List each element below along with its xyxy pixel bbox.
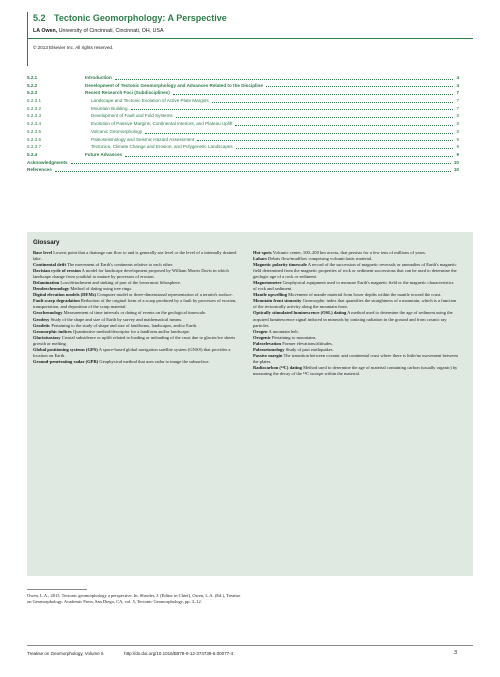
toc-entry-page: 9 (456, 144, 459, 150)
glossary-term: Global positioning systems (GPS) (33, 346, 98, 352)
glossary-entry (33, 335, 238, 347)
toc-entry-number: 5.2.3.5 (27, 128, 42, 134)
copyright-notice: © 2013 Elsevier Inc. All rights reserved. (33, 45, 114, 50)
glossary-term: Hot-spots (253, 250, 272, 255)
toc-entry-page: 8 (456, 113, 459, 119)
glossary-term: Davisian cycle of erosion (33, 268, 81, 274)
glossary-definition: A method used to determine the age of sediment using the acquired luminescence signal induced in minerals by ionizing radiation in the ground and from cosmic ray particles. (253, 310, 453, 328)
toc-entry-title: Recent Research Foci (Subdisciplines) (85, 90, 170, 96)
toc-entry-title: Future Advances (85, 151, 123, 157)
glossary-column-left (33, 250, 238, 365)
title-rule (27, 12, 28, 66)
glossary-term: Passive margin (253, 352, 283, 358)
toc-entry[interactable] (27, 74, 459, 82)
glossary-definition: Geophysical method that uses radar to image the subsurface. (99, 358, 210, 364)
toc-entry[interactable] (27, 136, 459, 144)
footer-source (27, 651, 233, 656)
author-name: LA Owen, (33, 28, 58, 34)
glossary-definition: Lowest point that a drainage can flow to and is generally sea level or the level of a internally drained lake. (33, 250, 237, 262)
footer-divider (27, 645, 473, 646)
toc-entry[interactable] (27, 105, 459, 113)
glossary-definition: Volcanic center, 100–200 km across, that persists for a few tens of millions of years. (272, 250, 426, 255)
footer-journal: Treatise on Geomorphology, Volume 5 (27, 651, 104, 656)
glossary-definition: Method used to determine the age of material containing carbon (usually organic) by measuring the decay of the ¹⁴C isotope within the material. (253, 364, 458, 376)
glossary-term: Mantle upwelling (253, 292, 287, 298)
glossary-term: Paleoseismology (253, 346, 285, 352)
toc-entry-page: 4 (456, 82, 459, 88)
glossary-entry (33, 347, 238, 359)
citation: Owen, L.A., 2013. Tectonic geomorphology a perspective. In: Shroder, J. (Editor in Chief), Owen, L.A. (Ed.), Treatise on Geomorphology. Academic Press, San Diego, CA, vol. 5, Tectonic Geomorphology, pp. 3–12. (27, 593, 241, 604)
glossary-definition: Quantitative method/descriptor for a landform and/or landscape. (72, 328, 190, 334)
glossary-column-right (253, 250, 458, 377)
toc-entry-title: Volcanic Geomorphology (91, 128, 143, 134)
toc-leader (176, 117, 453, 118)
glossary-term: Geodetic (33, 322, 51, 328)
glossary-term: Orogenic (253, 334, 271, 340)
toc-leader (145, 133, 453, 134)
toc-entry[interactable] (27, 112, 459, 120)
section-number: 5.2 (33, 13, 46, 23)
author-affiliation: University of Cincinnati, Cincinnati, OH, USA (58, 28, 164, 34)
toc-entry-title: Introduction (85, 75, 112, 80)
glossary-title: Glossary (33, 239, 60, 246)
glossary-definition: A record of the succession of magnetic reversals or anomalies of Earth's magnetic field determined from the magnetic properties of rock or sediment successions that can be used to determine the geologic age of a rock or sediment. (253, 262, 457, 280)
glossary-term: Radiocarbon (¹⁴C) dating (253, 364, 302, 370)
toc-entry-number: 5.2.3.6 (27, 136, 42, 142)
toc-leader (212, 102, 453, 103)
glossary-term: Magnetometer (253, 280, 282, 286)
glossary-term: Dendrochronology (33, 286, 70, 292)
glossary-box (27, 232, 473, 576)
glossary-definition: Reduction of the original form of a scarp produced by a fault by processes of erosion, transportation, and deposition of the scarp material. (33, 298, 237, 310)
page-number: 3 (454, 650, 458, 656)
glossary-term: Geodesy (33, 316, 50, 322)
glossary-definition: Crustal subsidence or uplift related to loading or unloading of the crust due to glacier/ice sheets growth or melting. (33, 334, 236, 346)
toc-entry-title: Evolution of Passive Margins, Continental Interiors, and Plateau Uplift (91, 121, 233, 127)
glossary-term: Continental drift (33, 262, 66, 268)
glossary-entry (33, 250, 238, 262)
toc-entry-page: 4 (456, 75, 459, 80)
toc-leader (173, 94, 453, 95)
glossary-entry (253, 310, 458, 328)
toc-leader (125, 156, 453, 157)
glossary-definition: Movement of mantle material from lower depths within the mantle toward the crust. (288, 292, 442, 298)
toc-entry-page: 7 (456, 98, 459, 104)
toc-entry[interactable] (27, 128, 459, 136)
glossary-term: Glacioisostasy (33, 334, 61, 340)
glossary-definition: Geophysical equipment used to measure Earth's magnetic field or the magnetic characteristics of rock and sediment. (253, 280, 454, 292)
toc-leader (115, 79, 453, 80)
toc-entry-number: 5.2.1 (27, 75, 38, 80)
glossary-term: Paleoelevation (253, 340, 282, 346)
glossary-definition: A mountain belt. (268, 328, 299, 334)
toc-entry-title: Development of Tectonic Geomorphology and Advances Related to the Discipline (85, 82, 263, 88)
toc-entry-number: 5.2.3.7 (27, 144, 42, 150)
header-divider (27, 38, 473, 39)
glossary-entry (253, 298, 458, 310)
toc-entry-number: 5.2.3.2 (27, 105, 42, 111)
toc-entry-title: Paleoseismology and Seismic Hazard Assessment (91, 136, 195, 142)
toc-entry-page: 7 (456, 90, 459, 96)
toc-entry-page: 8 (456, 128, 459, 134)
toc-entry[interactable] (27, 159, 459, 167)
toc-entry-page: 7 (456, 105, 459, 111)
section-title: Tectonic Geomorphology: A Perspective (54, 13, 227, 23)
glossary-definition: A space-based global navigation satellite system (GNSS) that provides a location on Earth. (33, 346, 231, 358)
glossary-entry (253, 353, 458, 365)
glossary-term: Fault scarp degradation (33, 298, 80, 304)
author-line (33, 28, 164, 34)
toc-leader (235, 125, 453, 126)
toc-entry-title: Landscape and Tectonic Evolution of Active Plate Margins (91, 98, 209, 104)
toc-entry[interactable] (27, 82, 459, 90)
glossary-definition: The transition between oceanic and continental crust where there is little/no movement between the plates. (253, 352, 458, 364)
toc-entry-title: Development of Fault and Fold Systems (91, 113, 173, 119)
toc-entry[interactable] (27, 89, 459, 97)
toc-leader (197, 140, 453, 141)
glossary-entry (253, 262, 458, 280)
toc-entry-title: References (27, 167, 52, 173)
toc-leader (266, 86, 453, 87)
toc-entry-number: 5.2.2 (27, 82, 38, 88)
toc-entry-title: Acknowledgments (27, 159, 68, 165)
toc-entry-page: 10 (453, 159, 459, 165)
glossary-definition: Loss/detachment and sinking of part of the lowermost lithosphere. (60, 280, 182, 286)
toc-entry-number: 5.2.3.4 (27, 121, 42, 127)
glossary-definition: Study of the shape and size of Earth by survey and mathematical means. (50, 316, 183, 322)
toc-entry-page: 9 (456, 136, 459, 142)
footer-doi-link[interactable]: http://dx.doi.org/10.1016/B978-0-12-374739-6.00077-4 (124, 651, 234, 656)
toc-entry-page: 9 (456, 151, 459, 157)
glossary-definition: Measurement of time intervals or dating of events on the geological timescale. (63, 310, 207, 316)
glossary-definition: Former elevations/altitudes. (282, 340, 333, 346)
toc-entry-page: 10 (453, 167, 459, 173)
glossary-term: Base level (33, 250, 53, 255)
glossary-definition: Pertaining to mountains. (272, 334, 317, 340)
glossary-term: Optically stimulated luminescence (OSL) dating (253, 310, 347, 316)
toc-entry-number: 5.2.4 (27, 151, 38, 157)
glossary-entry (33, 298, 238, 310)
glossary-term: Geomorphic indices (33, 328, 72, 334)
toc-leader (55, 171, 451, 172)
toc-entry-number: 5.2.3.1 (27, 98, 42, 104)
toc-leader (71, 163, 451, 164)
toc-entry[interactable] (27, 166, 459, 174)
glossary-term: Lahars (253, 256, 267, 262)
glossary-term: Mountain front sinuosity (253, 298, 302, 304)
glossary-definition: The movement of Earth's continents relative to each other. (67, 262, 174, 268)
glossary-definition: Debris flow/mudflow comprising volcaniclastic material. (268, 256, 373, 262)
toc-entry[interactable] (27, 120, 459, 128)
toc-entry-number: 5.2.3.3 (27, 113, 42, 119)
glossary-definition: Pertaining to the study of shape and size of landforms, landscapes, and/or Earth. (51, 322, 198, 328)
toc-entry-title: Tectonics, Climate Change and Erosion, and Polygenetic Landscapes (91, 144, 233, 150)
toc-entry-title: Mountain Building (91, 105, 128, 111)
table-of-contents (27, 74, 459, 174)
glossary-definition: A model for landscape development proposed by William Morris Davis in which landscape change from youthful to mature by processes of erosion. (33, 268, 229, 280)
glossary-term: Orogen (253, 328, 268, 334)
toc-entry[interactable] (27, 151, 459, 159)
glossary-definition: Geomorphic index that quantifies the straightness of a mountain, which is a function of the tectonically activity along the mountain front. (253, 298, 457, 310)
toc-entry-number: 5.2.3 (27, 90, 38, 96)
glossary-entry (253, 280, 458, 292)
glossary-term: Ground-penetrating radar (GPR) (33, 358, 99, 364)
citation-divider (27, 589, 87, 590)
glossary-entry (33, 268, 238, 280)
glossary-term: Geochronology (33, 310, 63, 316)
page-title (33, 13, 227, 23)
glossary-term: Digital elevation models (DEMs) (33, 292, 97, 298)
toc-entry-page: 8 (456, 121, 459, 127)
toc-entry[interactable] (27, 143, 459, 151)
glossary-entry (253, 365, 458, 377)
toc-entry[interactable] (27, 97, 459, 105)
glossary-definition: Method of dating using tree rings. (70, 286, 133, 292)
glossary-term: Magnetic polarity timescale (253, 262, 307, 268)
glossary-definition: Computer model or three-dimensional representation of a terrain's surface. (97, 292, 233, 298)
glossary-term: Delamination (33, 280, 60, 286)
glossary-entry (33, 359, 238, 365)
toc-leader (131, 109, 453, 110)
glossary-definition: Study of past earthquakes. (285, 346, 334, 352)
toc-leader (236, 148, 453, 149)
